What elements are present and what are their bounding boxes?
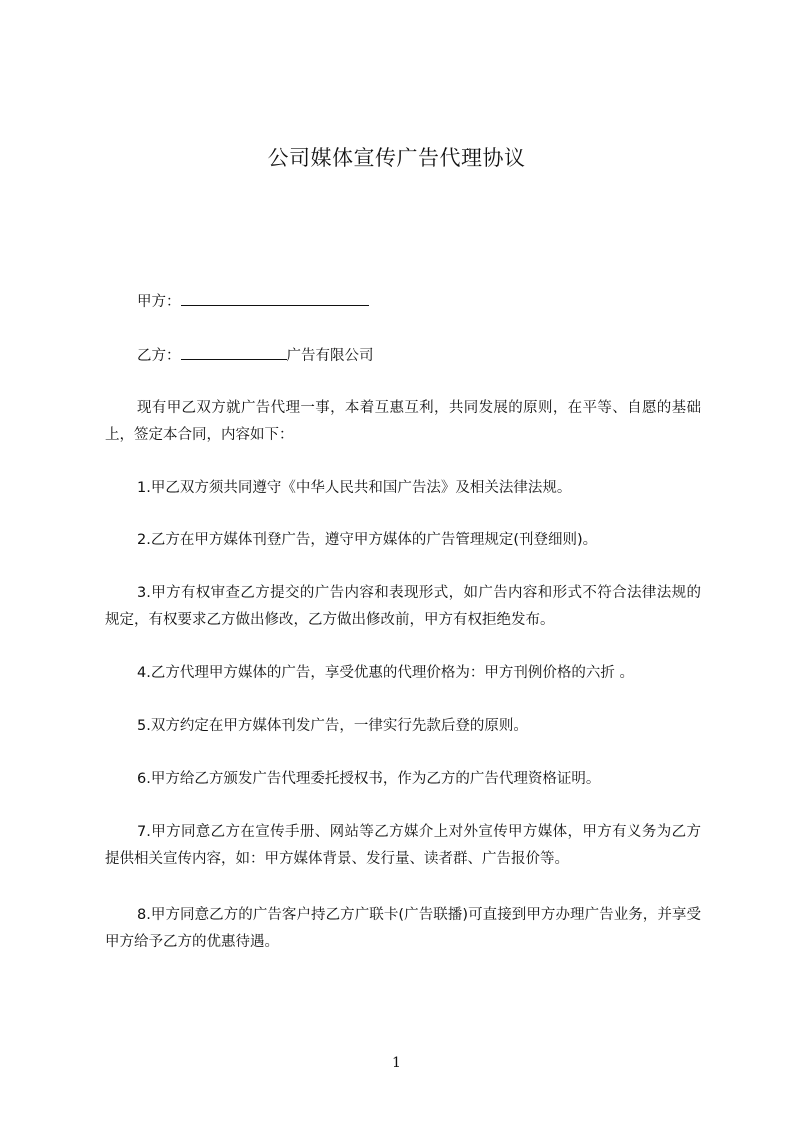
intro-paragraph: 现有甲乙双方就广告代理一事，本着互惠互利，共同发展的原则，在平等、自愿的基础上，签定本合同，内容如下： bbox=[105, 400, 701, 443]
clause-1: 1.甲乙双方须共同遵守《中华人民共和国广告法》及相关法律法规。 bbox=[137, 480, 572, 496]
party-b-suffix: 广告有限公司 bbox=[286, 348, 374, 364]
clause-3: 3.甲方有权审查乙方提交的广告内容和表现形式，如广告内容和形式不符合法律法规的规定，有权要求乙方做出修改，乙方做出修改前，甲方有权拒绝发布。 bbox=[105, 585, 701, 628]
party-a-blank bbox=[181, 290, 369, 306]
clause-5: 5.双方约定在甲方媒体刊发广告，一律实行先款后登的原则。 bbox=[137, 718, 528, 734]
clause-4: 4.乙方代理甲方媒体的广告，享受优惠的代理价格为：甲方刊例价格的六折 。 bbox=[137, 665, 634, 681]
clause-8: 8.甲方同意乙方的广告客户持乙方广联卡(广告联播)可直接到甲方办理广告业务，并享受甲方给予乙方的优惠待遇。 bbox=[105, 907, 701, 950]
clause-6: 6.甲方给乙方颁发广告代理委托授权书，作为乙方的广告代理资格证明。 bbox=[137, 771, 601, 787]
party-b-blank bbox=[181, 344, 287, 360]
document-title: 公司媒体宣传广告代理协议 bbox=[267, 146, 526, 170]
party-a-line bbox=[137, 290, 369, 312]
party-b-line bbox=[137, 344, 374, 366]
page-number: 1 bbox=[392, 1055, 401, 1071]
clause-7: 7.甲方同意乙方在宣传手册、网站等乙方媒介上对外宣传甲方媒体，甲方有义务为乙方提供相关宣传内容，如：甲方媒体背景、发行量、读者群、广告报价等。 bbox=[105, 824, 701, 867]
party-b-label: 乙方： bbox=[137, 348, 181, 364]
clause-2: 2.乙方在甲方媒体刊登广告，遵守甲方媒体的广告管理规定(刊登细则)。 bbox=[137, 532, 598, 548]
party-a-label: 甲方： bbox=[137, 294, 181, 310]
